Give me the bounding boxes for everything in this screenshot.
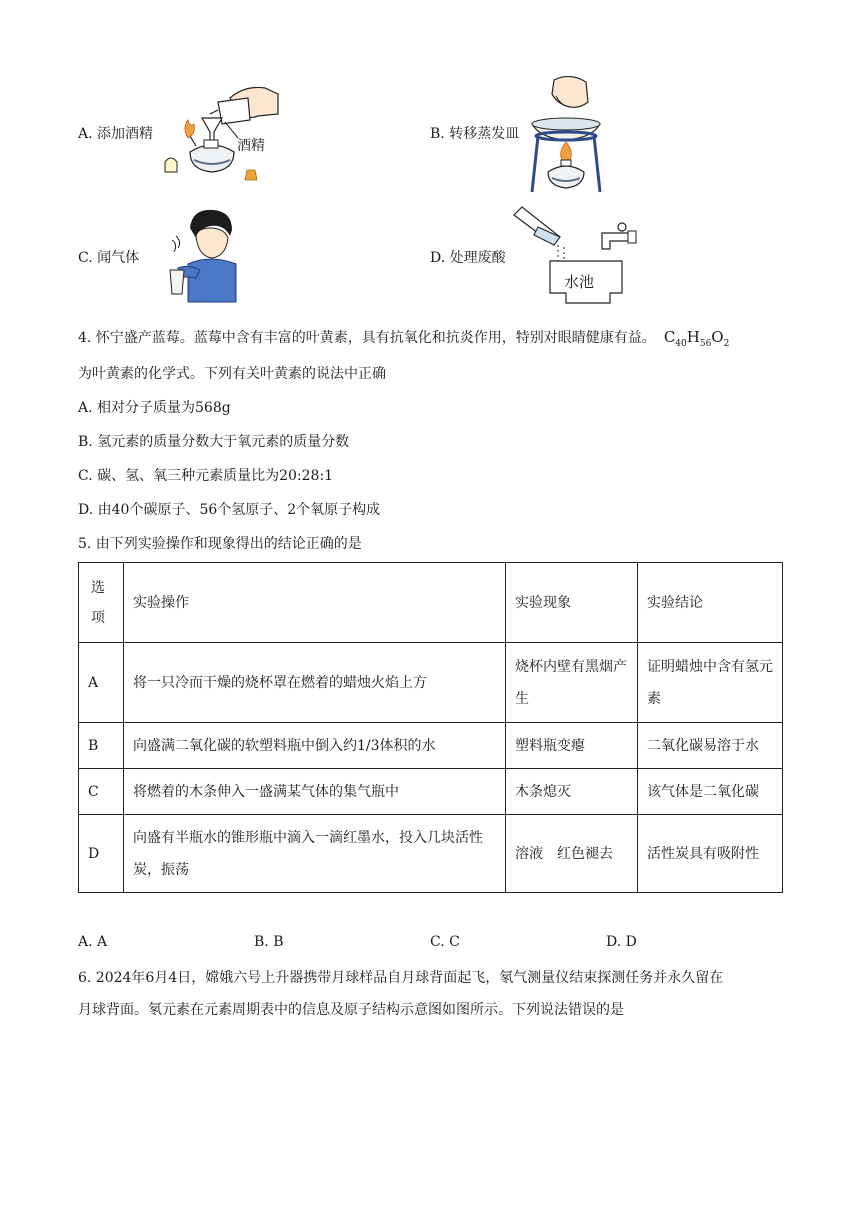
table-header-row [79, 563, 783, 643]
sink-tag: 水池 [564, 273, 595, 291]
q5-answer-d: D. D [606, 934, 637, 950]
q6-line1: 6. 2024年6月4日，嫦娥六号上升器携带月球样品自月球背面起飞，氡气测量仪结束探测任务并永久留在 [78, 970, 724, 986]
table-row: D 向盛有半瓶水的锥形瓶中滴入一滴红墨水，投入几块活性炭，振荡 溶液 红色褪去 活性炭具有吸附性 [79, 815, 783, 893]
header-option: 选项 [79, 563, 124, 643]
q4-line1: 4. 怀宁盛产蓝莓。蓝莓中含有丰富的叶黄素，具有抗氧化和抗炎作用，特别对眼睛健康有益。 $C_{40}H_{56}O_2$ [78, 328, 730, 349]
table-row: A 将一只冷而干燥的烧杯罩在燃着的蜡烛火焰上方 烧杯内壁有黑烟产生 证明蜡烛中含有氢元素 [79, 643, 783, 723]
evaporating-dish-illustration [526, 72, 606, 194]
header-phenomenon: 实验现象 [506, 563, 638, 643]
q4-option-b: B. 氢元素的质量分数大于氧元素的质量分数 [78, 434, 350, 450]
q5-answer-a: A. A [78, 934, 108, 950]
q5-answer-b: B. B [254, 934, 284, 950]
smelling-gas-illustration [170, 206, 242, 302]
experiment-table [78, 562, 783, 893]
option-b-label: B. 转移蒸发皿 [430, 126, 520, 142]
q4-option-a: A. 相对分子质量为568g [78, 400, 231, 416]
option-d-label: D. 处理废酸 [430, 250, 506, 266]
adding-alcohol-illustration [160, 80, 285, 190]
q4-option-c: C. 碳、氢、氧三种元素质量比为20:28:1 [78, 468, 334, 484]
option-c-label: C. 闻气体 [78, 250, 140, 266]
table-row: C 将燃着的木条伸入一盛满某气体的集气瓶中 木条熄灭 该气体是二氧化碳 [79, 769, 783, 815]
waste-acid-illustration [510, 205, 642, 303]
table-row: B 向盛满二氧化碳的软塑料瓶中倒入约1/3体积的水 塑料瓶变瘪 二氧化碳易溶于水 [79, 723, 783, 769]
q4-option-d: D. 由40个碳原子、56个氢原子、2个氧原子构成 [78, 502, 381, 518]
lutein-formula: $C_{40}H_{56}O_2$ [663, 328, 730, 349]
q4-line2: 为叶黄素的化学式。下列有关叶黄素的说法中正确 [78, 366, 386, 382]
q6-line2: 月球背面。氡元素在元素周期表中的信息及原子结构示意图如图所示。下列说法错误的是 [78, 1002, 624, 1018]
q5-stem: 5. 由下列实验操作和现象得出的结论正确的是 [78, 536, 362, 552]
header-operation: 实验操作 [124, 563, 506, 643]
option-a-label: A. 添加酒精 [78, 126, 154, 142]
q5-answer-c: C. C [430, 934, 460, 950]
header-conclusion: 实验结论 [638, 563, 783, 643]
alcohol-tag: 酒精 [237, 138, 265, 154]
